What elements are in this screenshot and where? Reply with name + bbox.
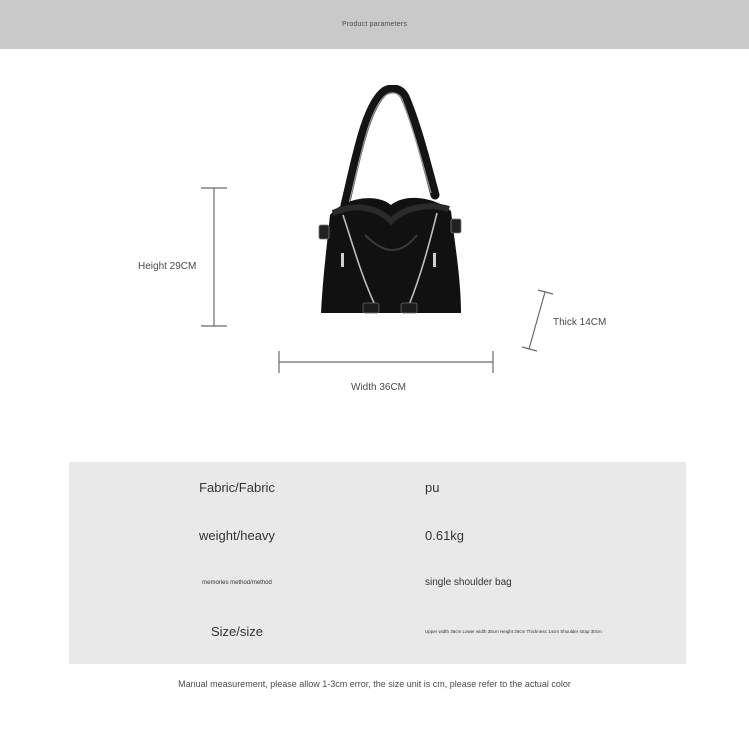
param-label: Fabric/Fabric [199, 480, 275, 495]
param-value: single shoulder bag [425, 577, 512, 588]
param-row-method [69, 563, 686, 603]
height-label: Height 29CM [138, 261, 197, 272]
param-value: pu [425, 480, 440, 495]
handbag-image [305, 85, 475, 325]
param-label: Size/size [210, 624, 264, 639]
param-label: memories method/method [202, 580, 272, 586]
width-label: Width 36CM [351, 382, 407, 393]
header-bar [0, 0, 749, 49]
param-value: 0.61kg [425, 528, 465, 543]
param-row-fabric [69, 468, 686, 508]
param-value: Upper width 36cm Lower width 35cm Height 29cm Thickness 14cm Shoulder strap 30cm [425, 629, 602, 634]
parameters-table [69, 462, 686, 664]
param-row-weight [69, 516, 686, 556]
thick-label: Thick 14CM [553, 317, 607, 328]
param-row-size [69, 612, 686, 652]
measurement-note: Manual measurement, please allow 1-3cm error, the size unit is cm, please refer to the actual color [178, 679, 571, 689]
page-title: Product parameters [341, 21, 408, 28]
param-label: weight/heavy [199, 528, 275, 543]
